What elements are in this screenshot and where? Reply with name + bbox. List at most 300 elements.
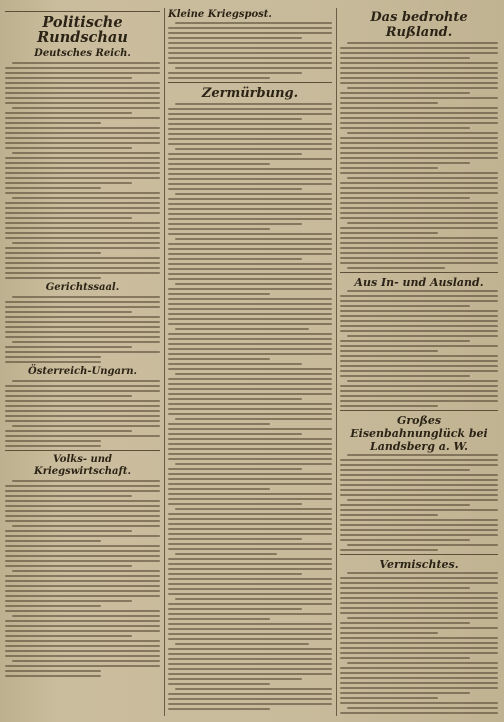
text-line: [340, 587, 470, 589]
text-line: [340, 687, 498, 689]
text-line: [5, 257, 160, 259]
text-line: [5, 405, 160, 407]
text-line: [5, 505, 160, 507]
text-line: [340, 340, 470, 342]
text-line: [347, 572, 498, 574]
text-line: [175, 553, 277, 555]
text-line: [340, 117, 498, 119]
text-line: [168, 108, 332, 110]
text-line: [5, 585, 160, 587]
text-line: [5, 72, 160, 74]
text-line: [5, 247, 160, 249]
text-line: [347, 499, 498, 501]
text-line: [168, 318, 332, 320]
text-line: [5, 610, 160, 612]
text-line: [5, 540, 101, 542]
text-line: [168, 388, 332, 390]
text-line: [168, 503, 302, 505]
text-line: [168, 483, 332, 485]
text-line: [168, 513, 332, 515]
text-line: [5, 346, 132, 348]
text-line: [5, 520, 160, 522]
text-line: [5, 87, 160, 89]
text-line: [12, 425, 160, 427]
text-line: [340, 345, 498, 347]
text-line: [168, 153, 302, 155]
text-line: [5, 430, 132, 432]
text-line: [5, 122, 101, 124]
divider: [340, 410, 498, 411]
text-line: [5, 600, 132, 602]
text-line: [340, 360, 498, 362]
text-line: [340, 519, 498, 521]
text-line: [340, 405, 438, 407]
text-line: [168, 568, 332, 570]
text-line: [340, 207, 498, 209]
text-line: [5, 112, 132, 114]
text-line: [5, 580, 160, 582]
text-line: [168, 158, 332, 160]
text-line: [340, 370, 498, 372]
text-line: [347, 290, 498, 292]
text-line: [347, 177, 498, 179]
text-line: [5, 670, 101, 672]
column-middle: [168, 8, 332, 716]
divider: [5, 11, 160, 12]
text-line: [340, 262, 498, 264]
text-line: [12, 62, 160, 64]
text-line: [168, 618, 270, 620]
text-line: [340, 77, 498, 79]
text-line: [340, 107, 498, 109]
text-line: [340, 607, 498, 609]
article-heading: Zermürbung.: [201, 86, 299, 101]
text-line: [168, 188, 302, 190]
text-line: [340, 52, 498, 54]
text-line: [168, 658, 332, 660]
text-line: [168, 548, 332, 550]
text-line: [340, 632, 438, 634]
text-line: [340, 72, 498, 74]
text-line: [168, 72, 302, 74]
text-line: [5, 420, 160, 422]
text-line: [340, 257, 498, 259]
text-line: [5, 630, 160, 632]
text-line: [340, 549, 438, 551]
text-line: [168, 42, 332, 44]
text-line: [347, 544, 498, 546]
text-line: [5, 331, 160, 333]
text-line: [340, 385, 498, 387]
text-line: [5, 326, 160, 328]
text-line: [168, 638, 332, 640]
text-line: [168, 443, 332, 445]
text-line: [168, 428, 332, 430]
section-subhead: Volks- und Kriegswirtschaft.: [34, 454, 131, 477]
text-line: [5, 495, 132, 497]
text-line: [168, 678, 302, 680]
text-line: [340, 97, 498, 99]
text-line: [5, 415, 160, 417]
text-line: [168, 623, 332, 625]
text-line: [168, 613, 332, 615]
text-line: [340, 112, 498, 114]
text-line: [5, 306, 160, 308]
text-line: [168, 628, 332, 630]
text-line: [168, 583, 332, 585]
text-line: [12, 107, 160, 109]
text-line: [12, 296, 160, 298]
text-line: [168, 288, 332, 290]
text-line: [5, 435, 160, 437]
text-line: [168, 363, 302, 365]
text-line: [340, 147, 498, 149]
section-subhead: Deutsches Reich.: [34, 48, 131, 59]
text-line: [5, 92, 160, 94]
text-line: [5, 67, 160, 69]
text-line: [168, 698, 332, 700]
text-line: [168, 603, 332, 605]
text-line: [5, 500, 160, 502]
text-line: [168, 228, 270, 230]
text-line: [168, 168, 332, 170]
text-line: [12, 480, 160, 482]
text-line: [340, 622, 470, 624]
article-body: [5, 480, 160, 677]
text-line: [340, 597, 498, 599]
text-line: [5, 82, 160, 84]
text-line: [5, 272, 160, 274]
text-line: [168, 113, 332, 115]
text-line: [5, 192, 160, 194]
text-line: [175, 463, 332, 465]
text-line: [168, 498, 332, 500]
text-line: [168, 37, 302, 39]
text-line: [168, 398, 302, 400]
text-line: [340, 469, 470, 471]
text-line: [168, 608, 302, 610]
text-line: [5, 311, 132, 313]
text-line: [168, 77, 270, 79]
text-line: [168, 538, 302, 540]
text-line: [5, 575, 160, 577]
text-line: [340, 227, 498, 229]
text-line: [5, 485, 160, 487]
text-line: [12, 152, 160, 154]
text-line: [12, 380, 160, 382]
text-line: [5, 565, 132, 567]
text-line: [340, 577, 498, 579]
text-line: [168, 313, 332, 315]
text-line: [168, 213, 332, 215]
text-line: [5, 252, 101, 254]
text-line: [340, 330, 498, 332]
text-line: [347, 454, 498, 456]
text-line: [340, 162, 470, 164]
text-line: [340, 667, 498, 669]
text-line: [5, 262, 160, 264]
text-line: [12, 570, 160, 572]
text-line: [347, 222, 498, 224]
text-line: [5, 400, 160, 402]
text-line: [168, 353, 332, 355]
article-body: [340, 42, 498, 269]
text-line: [340, 320, 498, 322]
text-line: [175, 418, 332, 420]
text-line: [340, 627, 498, 629]
text-line: [340, 602, 498, 604]
text-line: [340, 152, 498, 154]
text-line: [340, 247, 498, 249]
text-line: [5, 97, 160, 99]
text-line: [5, 550, 160, 552]
text-line: [5, 117, 160, 119]
text-line: [5, 77, 132, 79]
text-line: [168, 143, 332, 145]
text-line: [347, 380, 498, 382]
text-line: [5, 301, 160, 303]
text-line: [5, 316, 160, 318]
text-line: [168, 27, 332, 29]
text-line: [340, 582, 498, 584]
text-line: [340, 350, 438, 352]
text-line: [340, 682, 498, 684]
text-line: [168, 683, 270, 685]
text-line: [168, 343, 332, 345]
text-line: [340, 142, 498, 144]
text-line: [5, 336, 160, 338]
text-line: [340, 489, 498, 491]
article-heading: Großes Eisenbahnunglück bei Landsberg a. W.: [350, 414, 488, 453]
text-line: [168, 458, 332, 460]
text-line: [5, 645, 160, 647]
text-line: [5, 321, 160, 323]
text-line: [340, 375, 470, 377]
text-line: [5, 137, 160, 139]
text-line: [340, 697, 438, 699]
text-line: [168, 543, 332, 545]
text-line: [340, 197, 470, 199]
text-line: [5, 212, 160, 214]
text-line: [340, 390, 498, 392]
text-line: [340, 524, 498, 526]
text-line: [5, 351, 160, 353]
text-line: [175, 238, 332, 240]
article-body: [340, 290, 498, 407]
section-heading: Aus In- und Ausland.: [354, 276, 484, 289]
text-line: [168, 253, 332, 255]
text-line: [168, 138, 332, 140]
text-line: [5, 172, 160, 174]
text-line: [175, 148, 332, 150]
text-line: [340, 252, 498, 254]
text-line: [168, 413, 332, 415]
text-line: [5, 187, 101, 189]
section-heading: Vermischtes.: [379, 558, 459, 571]
text-line: [340, 400, 498, 402]
text-line: [5, 510, 160, 512]
text-line: [340, 514, 438, 516]
article-body: [168, 103, 332, 710]
text-line: [168, 668, 332, 670]
text-line: [340, 692, 470, 694]
text-line: [175, 508, 332, 510]
text-line: [175, 283, 332, 285]
text-line: [340, 642, 498, 644]
text-line: [175, 643, 309, 645]
text-line: [5, 142, 160, 144]
text-line: [175, 373, 332, 375]
text-line: [340, 305, 470, 307]
article-body: [340, 454, 498, 551]
text-line: [12, 341, 160, 343]
text-line: [5, 207, 160, 209]
text-line: [340, 92, 470, 94]
text-line: [5, 385, 160, 387]
text-line: [340, 365, 498, 367]
text-line: [340, 315, 498, 317]
text-line: [5, 410, 160, 412]
text-line: [5, 605, 101, 607]
text-line: [340, 504, 470, 506]
text-line: [175, 328, 309, 330]
text-line: [168, 198, 332, 200]
text-line: [175, 22, 332, 24]
text-line: [5, 162, 160, 164]
text-line: [5, 490, 160, 492]
text-line: [5, 102, 160, 104]
text-line: [168, 368, 332, 370]
text-line: [168, 163, 270, 165]
article-body: [168, 22, 332, 79]
text-line: [340, 187, 498, 189]
text-line: [340, 484, 498, 486]
text-line: [5, 361, 101, 363]
text-line: [5, 445, 101, 447]
text-line: [340, 529, 498, 531]
text-line: [168, 263, 332, 265]
text-line: [168, 118, 302, 120]
text-line: [175, 67, 332, 69]
text-line: [168, 708, 270, 710]
text-line: [168, 703, 332, 705]
text-line: [5, 395, 132, 397]
text-line: [5, 640, 160, 642]
text-line: [175, 598, 332, 600]
text-line: [5, 665, 160, 667]
text-line: [5, 655, 160, 657]
text-line: [168, 57, 332, 59]
text-line: [168, 423, 270, 425]
column-rule: [336, 8, 337, 716]
text-line: [168, 403, 332, 405]
text-line: [168, 203, 332, 205]
text-line: [5, 157, 160, 159]
text-line: [168, 233, 332, 235]
text-line: [168, 383, 332, 385]
text-line: [5, 177, 160, 179]
text-line: [5, 127, 160, 129]
text-line: [340, 539, 470, 541]
text-line: [168, 468, 302, 470]
text-line: [347, 617, 498, 619]
article-body: [5, 380, 160, 447]
text-line: [340, 612, 498, 614]
text-line: [347, 132, 498, 134]
article-body: [340, 572, 498, 716]
text-line: [347, 707, 498, 709]
text-line: [168, 593, 332, 595]
text-line: [340, 355, 498, 357]
text-line: [168, 178, 332, 180]
text-line: [12, 615, 160, 617]
text-line: [340, 652, 498, 654]
text-line: [340, 122, 498, 124]
text-line: [168, 333, 332, 335]
text-line: [5, 182, 132, 184]
text-line: [5, 237, 160, 239]
text-line: [168, 663, 332, 665]
text-line: [5, 356, 101, 358]
text-line: [168, 523, 332, 525]
text-line: [340, 237, 498, 239]
text-line: [168, 518, 332, 520]
text-line: [340, 137, 498, 139]
text-line: [5, 267, 160, 269]
text-line: [340, 637, 498, 639]
text-line: [168, 493, 332, 495]
text-line: [5, 217, 132, 219]
text-line: [340, 300, 498, 302]
text-line: [168, 308, 332, 310]
text-line: [5, 625, 160, 627]
text-line: [168, 32, 332, 34]
text-line: [340, 310, 498, 312]
text-line: [340, 395, 498, 397]
text-line: [347, 267, 445, 269]
text-line: [168, 673, 332, 675]
text-line: [340, 212, 498, 214]
text-line: [5, 650, 160, 652]
text-line: [168, 47, 332, 49]
text-line: [340, 202, 498, 204]
text-line: [168, 358, 270, 360]
text-line: [340, 62, 498, 64]
text-line: [5, 440, 101, 442]
article-body: [5, 62, 160, 279]
section-heading: Politische Rundschau: [37, 14, 128, 46]
text-line: [340, 657, 470, 659]
text-line: [5, 595, 160, 597]
section-subhead: Österreich-Ungarn.: [27, 366, 137, 377]
text-line: [340, 232, 438, 234]
text-line: [12, 525, 160, 527]
text-line: [168, 62, 332, 64]
text-line: [340, 182, 498, 184]
text-line: [168, 488, 270, 490]
text-line: [175, 193, 332, 195]
text-line: [340, 647, 498, 649]
text-line: [168, 578, 332, 580]
text-line: [168, 563, 332, 565]
text-line: [347, 42, 498, 44]
article-heading: Kleine Kriegspost.: [168, 9, 272, 20]
column-left: [5, 8, 160, 716]
column-rule: [164, 8, 165, 716]
text-line: [5, 167, 160, 169]
text-line: [340, 672, 498, 674]
text-line: [5, 545, 160, 547]
